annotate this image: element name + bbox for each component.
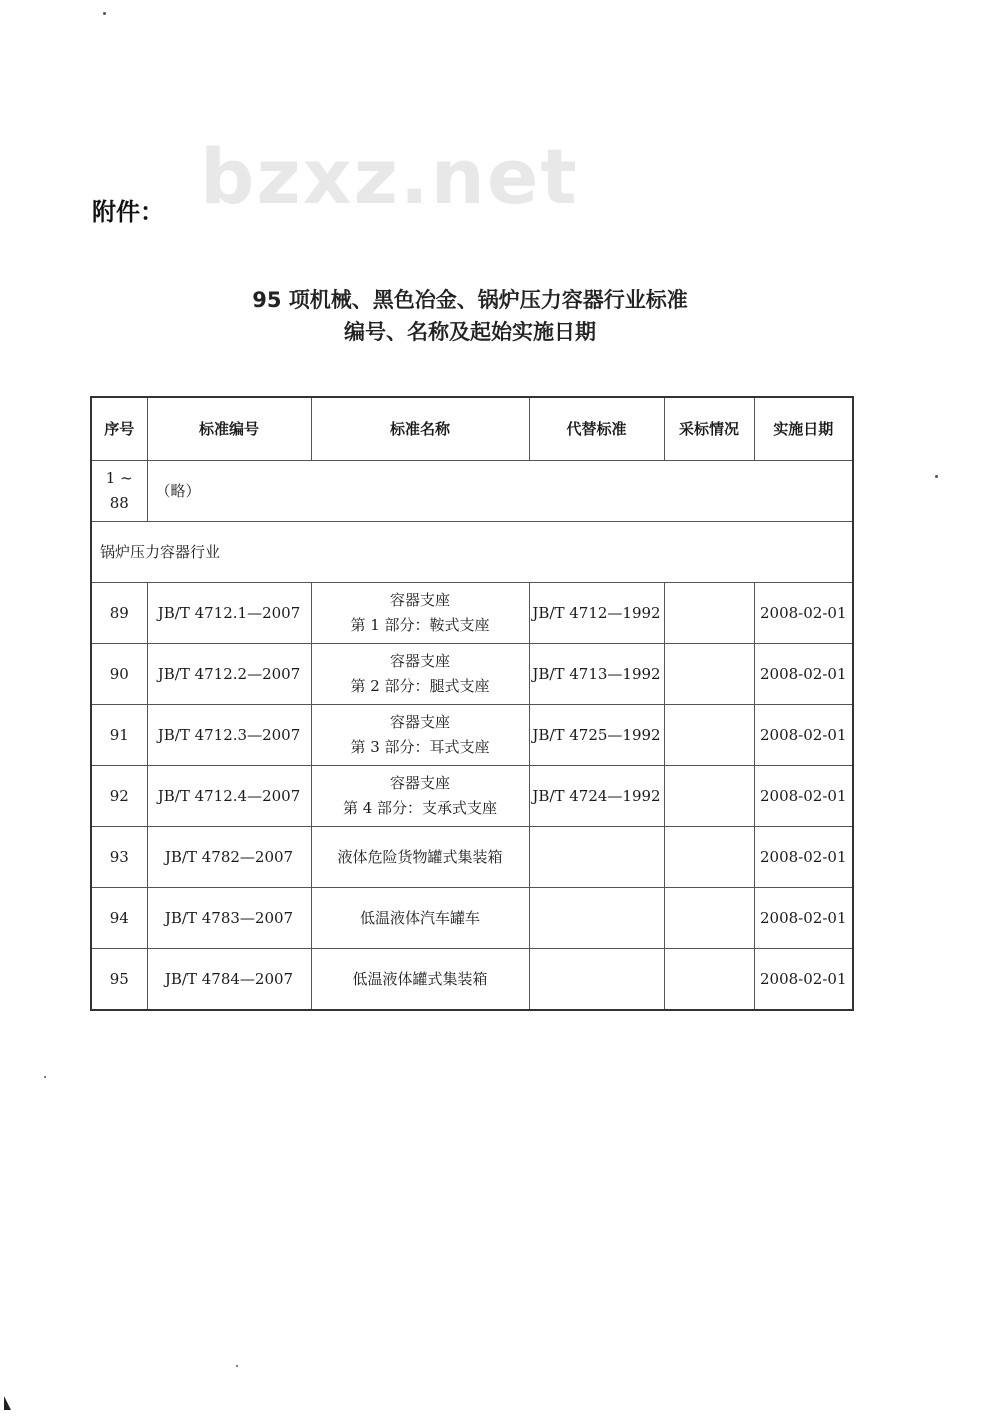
cell-standard-name: 低温液体罐式集装箱 — [311, 949, 529, 1011]
document-title-line-1: 95 项机械、黑色冶金、锅炉压力容器行业标准 — [252, 288, 688, 312]
cell-adoption-status — [664, 644, 754, 705]
cell-adoption-status — [664, 705, 754, 766]
header-adoption-status: 采标情况 — [664, 397, 754, 461]
cell-replaced-standard — [529, 949, 664, 1011]
cell-effective-date: 2008-02-01 — [754, 583, 853, 644]
table-row — [91, 705, 853, 766]
scan-speck — [44, 1076, 46, 1078]
standard-name-line-1: 容器支座 — [389, 652, 450, 670]
standard-name-line-1: 容器支座 — [389, 713, 450, 731]
cell-adoption-status — [664, 583, 754, 644]
cell-effective-date: 2008-02-01 — [754, 827, 853, 888]
cell-replaced-standard: JB/T 4713—1992 — [529, 644, 664, 705]
standard-name-line-2: 第 4 部分：支承式支座 — [342, 799, 498, 817]
header-standard-name: 标准名称 — [311, 397, 529, 461]
cell-adoption-status — [664, 766, 754, 827]
cell-standard-code: JB/T 4712.4—2007 — [147, 766, 311, 827]
header-replaced-standard: 代替标准 — [529, 397, 664, 461]
cell-adoption-status — [664, 949, 754, 1011]
cell-standard-name — [311, 583, 529, 644]
cell-serial-no: 94 — [91, 888, 147, 949]
cell-adoption-status — [664, 888, 754, 949]
cell-standard-code: JB/T 4712.2—2007 — [147, 644, 311, 705]
cell-replaced-standard — [529, 888, 664, 949]
cell-adoption-status — [664, 827, 754, 888]
watermark: bzxz.net — [200, 132, 579, 221]
header-standard-code: 标准编号 — [147, 397, 311, 461]
scan-speck — [103, 12, 106, 15]
cell-effective-date: 2008-02-01 — [754, 949, 853, 1011]
standard-name-line-2: 第 1 部分：鞍式支座 — [350, 616, 490, 634]
cell-standard-name: 液体危险货物罐式集装箱 — [311, 827, 529, 888]
cell-standard-code: JB/T 4784—2007 — [147, 949, 311, 1011]
cell-serial-no: 95 — [91, 949, 147, 1011]
table-row — [91, 644, 853, 705]
cell-serial-no: 91 — [91, 705, 147, 766]
scan-corner-mark — [4, 1396, 11, 1410]
table-row — [91, 766, 853, 827]
cell-standard-name — [311, 705, 529, 766]
header-serial-no: 序号 — [91, 397, 147, 461]
table-row — [91, 583, 853, 644]
standard-name-line-2: 第 3 部分：耳式支座 — [350, 738, 490, 756]
cell-standard-name — [311, 766, 529, 827]
section-row — [91, 522, 853, 583]
cell-effective-date: 2008-02-01 — [754, 644, 853, 705]
cell-replaced-standard: JB/T 4712—1992 — [529, 583, 664, 644]
table-row — [91, 949, 853, 1011]
standard-name-line-2: 第 2 部分：腿式支座 — [350, 677, 490, 695]
table-header-row — [91, 397, 853, 461]
cell-standard-code: JB/T 4782—2007 — [147, 827, 311, 888]
cell-replaced-standard: JB/T 4725—1992 — [529, 705, 664, 766]
header-effective-date: 实施日期 — [754, 397, 853, 461]
table-row — [91, 888, 853, 949]
omitted-row — [91, 461, 853, 522]
cell-serial-no: 92 — [91, 766, 147, 827]
cell-standard-name: 低温液体汽车罐车 — [311, 888, 529, 949]
standard-name-line-1: 容器支座 — [389, 591, 450, 609]
section-title: 锅炉压力容器行业 — [91, 522, 853, 583]
cell-standard-code: JB/T 4712.1—2007 — [147, 583, 311, 644]
cell-replaced-standard: JB/T 4724—1992 — [529, 766, 664, 827]
cell-serial-no: 93 — [91, 827, 147, 888]
attachment-label: 附件： — [92, 198, 164, 226]
scan-speck — [236, 1365, 238, 1367]
cell-effective-date: 2008-02-01 — [754, 705, 853, 766]
cell-serial-no: 89 — [91, 583, 147, 644]
omitted-note: （略） — [147, 461, 853, 522]
standards-table — [90, 396, 854, 1011]
document-title-line-2: 编号、名称及起始实施日期 — [344, 320, 596, 344]
cell-serial-no: 90 — [91, 644, 147, 705]
standard-name-line-1: 容器支座 — [389, 774, 450, 792]
cell-standard-code: JB/T 4712.3—2007 — [147, 705, 311, 766]
omitted-range: 1 ~ 88 — [91, 461, 147, 522]
cell-standard-name — [311, 644, 529, 705]
scan-speck — [935, 475, 938, 478]
cell-effective-date: 2008-02-01 — [754, 766, 853, 827]
cell-standard-code: JB/T 4783—2007 — [147, 888, 311, 949]
cell-effective-date: 2008-02-01 — [754, 888, 853, 949]
cell-replaced-standard — [529, 827, 664, 888]
table-row — [91, 827, 853, 888]
